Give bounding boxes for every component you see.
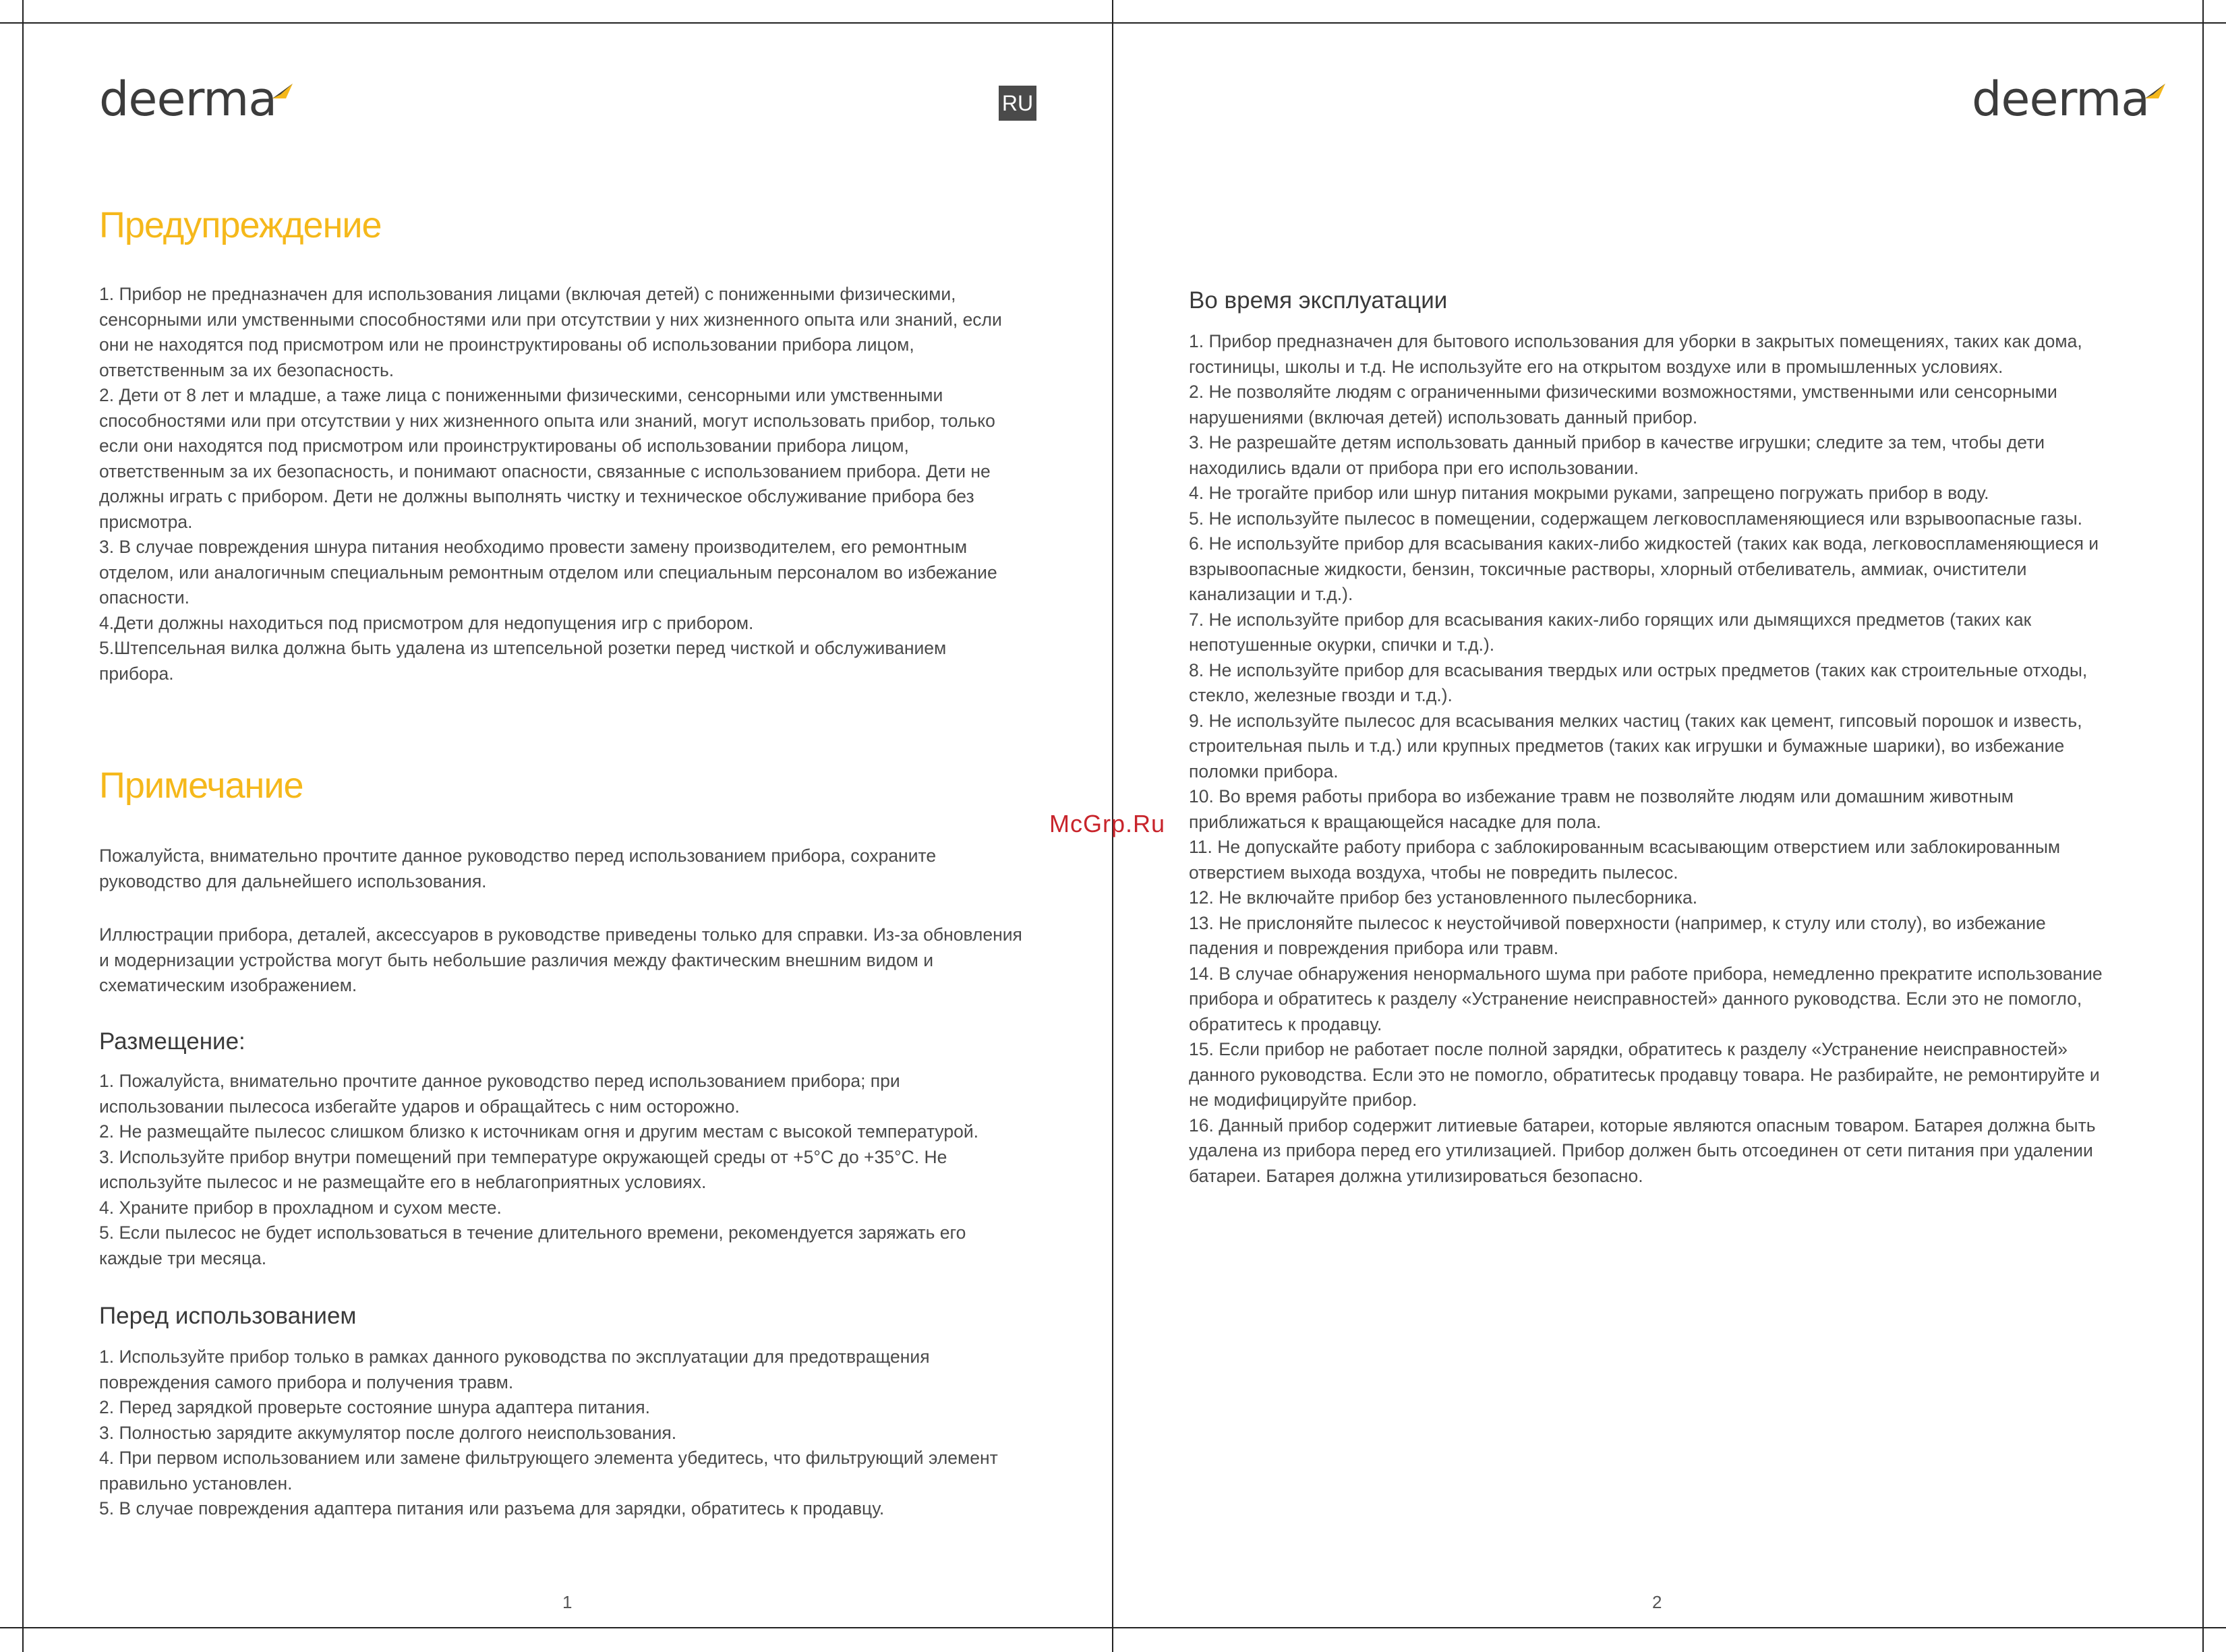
watermark-text: McGrp.Ru	[1049, 810, 1166, 837]
warning-line: если они находятся под присмотром или проинструктированы об использовании прибора лицом,	[99, 436, 909, 456]
warning-line: они не находятся под присмотром или не проинструктированы об использовании прибора лицом,	[99, 334, 914, 355]
operation-line: прибора и обратитесь к разделу «Устранение неисправностей» данного руководства. Если это не помогло,	[1189, 989, 2082, 1009]
warning-line: способностями или при отсутствии у них жизненного опыта или знаний, могут использовать прибор, только	[99, 410, 995, 431]
operation-line: строительная пыль и т.д.) или крупных предметов (таких как игрушки и бумажные шарики), во избежание	[1189, 736, 2065, 756]
warning-line: опасности.	[99, 587, 190, 608]
before-use-text	[99, 1345, 1057, 1522]
placement-title: Размещение:	[99, 1028, 245, 1055]
warning-line: 4.Дети должны находиться под присмотром для недопущения игр с прибором.	[99, 612, 754, 633]
warning-line: 1. Прибор не предназначен для использования лицами (включая детей) с пониженными физическими,	[99, 284, 956, 304]
note-paragraph-1	[99, 844, 1057, 894]
operation-line: 6. Не используйте прибор для всасывания каких-либо жидкостей (таких как вода, легковоспламеняющиеся и	[1189, 533, 2099, 554]
note-line: Пожалуйста, внимательно прочтите данное руководство перед использованием прибора, сохраните	[99, 846, 937, 866]
operation-line: 13. Не прислоняйте пылесос к неустойчивой поверхности (например, к стулу или столу), во избежание	[1189, 912, 2046, 933]
right-page	[1113, 0, 2226, 1652]
note-line: и модернизации устройства могут быть небольшие различия между фактическим внешним видом и	[99, 949, 933, 970]
warning-line: должны играть с прибором. Дети не должны выполнять чистку и техническое обслуживание прибора без	[99, 486, 974, 506]
operation-line: отверстием выхода воздуха, чтобы не повредить пылесос.	[1189, 862, 1678, 883]
operation-line: удалена из прибора перед его утилизацией. Прибор должен быть отсоединен от сети питания при удалении	[1189, 1140, 2093, 1160]
page-number-left: 1	[562, 1592, 573, 1612]
operation-line: непотушенные окурки, спички и т.д.).	[1189, 635, 1495, 655]
operation-line: батареи. Батарея должна утилизироваться безопасно.	[1189, 1165, 1643, 1186]
placement-line: 1. Пожалуйста, внимательно прочтите данное руководство перед использованием прибора; при	[99, 1071, 900, 1091]
warning-line: отделом, или аналогичным специальным ремонтным отделом или специальным персоналом во избежание	[99, 562, 997, 583]
placement-line: 4. Храните прибор в прохладном и сухом месте.	[99, 1197, 502, 1218]
warning-line: ответственным за их безопасность, и понимают опасности, связанные с использованием прибора. Дети не	[99, 461, 991, 481]
operation-line: 14. В случае обнаружения ненормального шума при работе прибора, немедленно прекратите использование	[1189, 963, 2103, 984]
operation-line: приближаться к вращающейся насадке для пола.	[1189, 811, 1602, 832]
placement-line: 2. Не размещайте пылесос слишком близко к источникам огня и другим местам с высокой температурой.	[99, 1121, 978, 1142]
operation-line: 1. Прибор предназначен для бытового использования для уборки в закрытых помещениях, таких как дома,	[1189, 331, 2082, 351]
placement-text	[99, 1069, 1057, 1271]
warning-line: 5.Штепсельная вилка должна быть удалена из штепсельной розетки перед чисткой и обслуживанием	[99, 638, 947, 658]
note-line: руководство для дальнейшего использования.	[99, 871, 487, 891]
warning-line: сенсорными или умственными способностями или при отсутствии у них жизненного опыта или знаний, если	[99, 309, 1002, 330]
operation-line: 7. Не используйте прибор для всасывания каких-либо горящих или дымящихся предметов (таких как	[1189, 609, 2032, 630]
operation-line: нарушениями (включая детей) использовать данный прибор.	[1189, 407, 1698, 427]
placement-line: 5. Если пылесос не будет использоваться в течение длительного времени, рекомендуется заряжать его	[99, 1222, 966, 1243]
warning-line: присмотра.	[99, 511, 193, 532]
operation-line: не модифицируйте прибор.	[1189, 1090, 1417, 1110]
note-paragraph-2	[99, 922, 1070, 999]
operation-line: поломки прибора.	[1189, 761, 1339, 781]
warning-line: 2. Дети от 8 лет и младше, а таже лица с пониженными физическими, сенсорными или умственными	[99, 385, 943, 405]
operation-line: 8. Не используйте прибор для всасывания твердых или острых предметов (таких как строительные отходы,	[1189, 659, 2088, 680]
operation-line: обратитесь к продавцу.	[1189, 1013, 1382, 1034]
before-use-line: 1. Используйте прибор только в рамках данного руководства по эксплуатации для предотвращения	[99, 1347, 930, 1367]
warning-text	[99, 282, 1057, 686]
operation-line: 12. Не включайте прибор без установленного пылесборника.	[1189, 887, 1698, 908]
note-title: Примечание	[99, 765, 303, 806]
brand-logo-text: deerma	[99, 71, 277, 127]
warning-line: 3. В случае повреждения шнура питания необходимо провести замену производителем, его ремонтным	[99, 537, 968, 557]
brand-logo-text: deerma	[1972, 71, 2150, 127]
operation-line: 9. Не используйте пылесос для всасывания мелких частиц (таких как цемент, гипсовый порошок и известь,	[1189, 710, 2082, 731]
operation-line: 5. Не используйте пылесос в помещении, содержащем легковоспламеняющиеся или взрывоопасные газы.	[1189, 508, 2083, 529]
operation-line: данного руководства. Если это не помогло, обратитеськ продавцу товара. Не разбирайте, не ремонтируйте и	[1189, 1064, 2100, 1085]
operation-line: гостиницы, школы и т.д. Не используйте его на открытом воздухе или в промышленных условиях.	[1189, 356, 2003, 377]
before-use-line: повреждения самого прибора и получения травм.	[99, 1371, 514, 1392]
operation-line: взрывоопасные жидкости, бензин, токсичные растворы, хлорный отбеливатель, аммиак, очистители	[1189, 558, 2027, 579]
operation-line: находились вдали от прибора при его использовании.	[1189, 457, 1639, 478]
operation-text	[1189, 329, 2173, 1189]
logo-wing-icon	[271, 82, 294, 100]
operation-line: стекло, железные гвозди и т.д.).	[1189, 685, 1453, 705]
note-line: Иллюстрации прибора, деталей, аксессуаров в руководстве приведены только для справки. Из-за обновления	[99, 924, 1022, 945]
page-number-right: 2	[1652, 1592, 1662, 1612]
operation-line: 2. Не позволяйте людям с ограниченными физическими возможностями, умственными или сенсорными	[1189, 382, 2057, 402]
before-use-line: 5. В случае повреждения адаптера питания или разъема для зарядки, обратитесь к продавцу.	[99, 1498, 885, 1518]
warning-line: прибора.	[99, 663, 174, 684]
operation-title: Во время эксплуатации	[1189, 287, 1448, 314]
note-line: схематическим изображением.	[99, 975, 357, 995]
before-use-line: 3. Полностью зарядите аккумулятор после долгого неиспользования.	[99, 1422, 677, 1443]
brand-logo	[1972, 71, 2167, 127]
placement-line: использовании пылесоса избегайте ударов и обращайтесь с ним осторожно.	[99, 1096, 740, 1117]
warning-title: Предупреждение	[99, 205, 382, 245]
before-use-line: 2. Перед зарядкой проверьте состояние шнура адаптера питания.	[99, 1397, 650, 1417]
logo-wing-icon	[2144, 82, 2167, 100]
before-use-line: правильно установлен.	[99, 1473, 293, 1494]
brand-logo	[99, 71, 294, 127]
language-badge: RU	[999, 86, 1036, 121]
operation-line: 16. Данный прибор содержит литиевые батареи, которые являются опасным товаром. Батарея должна быть	[1189, 1115, 2096, 1135]
before-use-title: Перед использованием	[99, 1303, 357, 1329]
placement-line: каждые три месяца.	[99, 1247, 267, 1268]
operation-line: падения и повреждения прибора или травм.	[1189, 938, 1559, 958]
operation-line: 4. Не трогайте прибор или шнур питания мокрыми руками, запрещено погружать прибор в воду.	[1189, 483, 1989, 503]
operation-line: 10. Во время работы прибора во избежание травм не позволяйте людям или домашним животным	[1189, 786, 2014, 806]
operation-line: 15. Если прибор не работает после полной зарядки, обратитесь к разделу «Устранение неисправностей»	[1189, 1039, 2068, 1059]
operation-line: 11. Не допускайте работу прибора с заблокированным всасывающим отверстием или заблокированным	[1189, 837, 2061, 857]
operation-line: 3. Не разрешайте детям использовать данный прибор в качестве игрушки; следите за тем, чтобы дети	[1189, 432, 2045, 452]
operation-line: канализации и т.д.).	[1189, 584, 1353, 604]
before-use-line: 4. При первом использованием или замене фильтрующего элемента убедитесь, что фильтрующий элемент	[99, 1448, 998, 1468]
warning-line: ответственным за их безопасность.	[99, 359, 394, 380]
placement-line: 3. Используйте прибор внутри помещений при температуре окружающей среды от +5°C до +35°C. Не	[99, 1146, 947, 1167]
placement-line: используйте пылесос и не размещайте его в неблагоприятных условиях.	[99, 1172, 707, 1192]
